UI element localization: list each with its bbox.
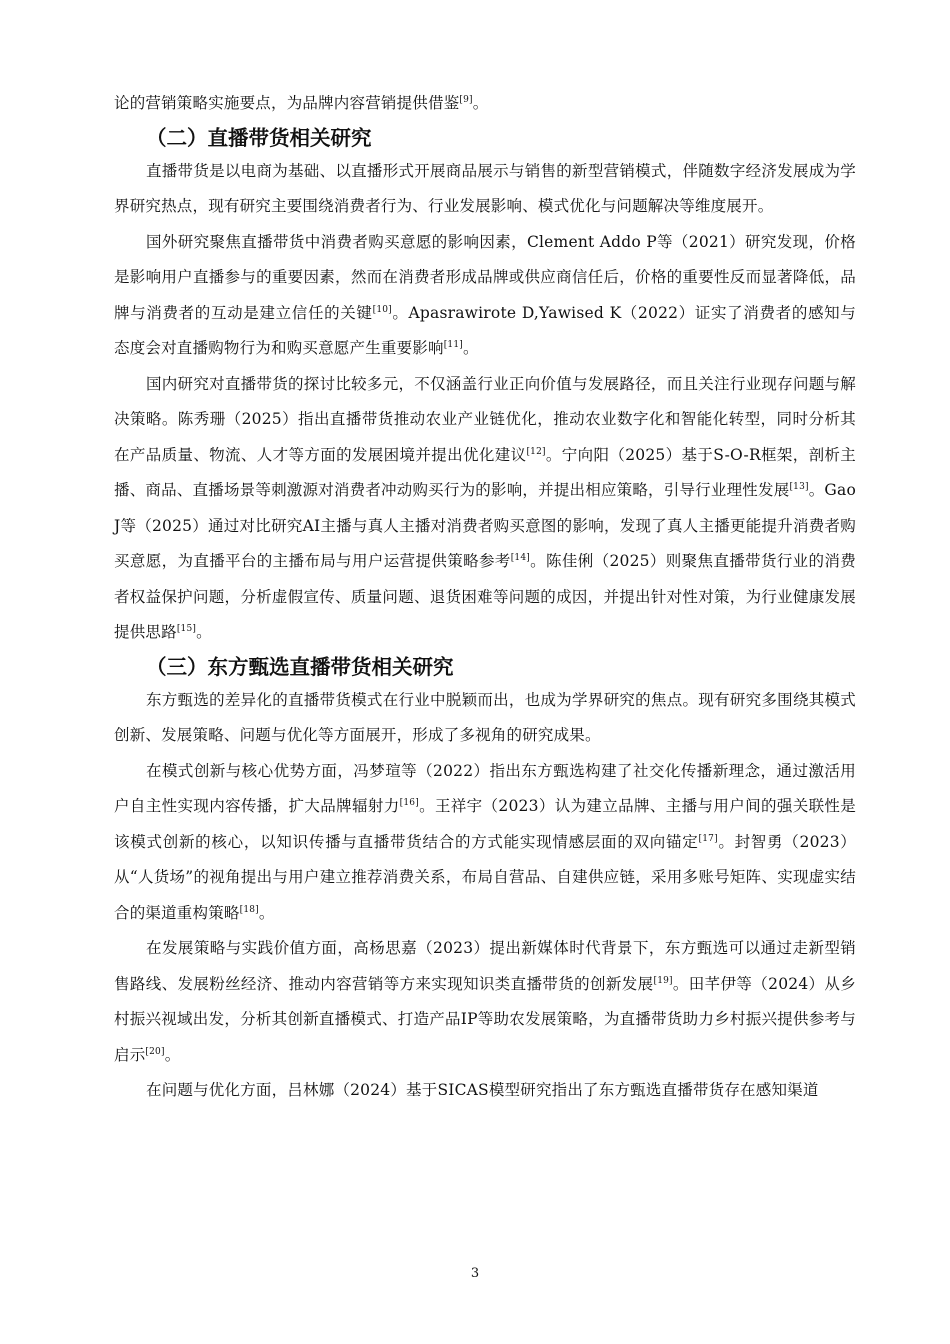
citation: [15] bbox=[176, 624, 197, 634]
section-heading-dongfang-zhenxuan: （三）东方甄选直播带货相关研究 bbox=[146, 654, 454, 679]
citation: [13] bbox=[789, 482, 809, 492]
paragraph: 在问题与优化方面，吕林娜（2024）基于SICAS模型研究指出了东方甄选直播带货存在感知渠道 bbox=[146, 1081, 819, 1099]
citation: [12] bbox=[526, 446, 546, 457]
citation: [14] bbox=[510, 553, 530, 563]
paragraph: 国内研究对直播带货的探讨比较多元，不仅涵盖行业正向价值与发展路径，而且关注行业现存问题与解决策略。陈秀珊（2025）指出直播带货推动农业产业链优化，推动农业数字化和智能化转型，同时分析其在产品质量、物流、人才等方面的发展困境并提出优化建议[12]。宁向阳（2025）基于S-O-R框架，剖析主播、商品、直播场景等刺激源对消费者冲动购买行为的影响，并提出相应策略，引导行业理性发展[13]。Gao J等（2025）通过对比研究AI主播与真人主播对消费者购买意图的影响，发现了真人主播更能提升消费者购买意愿，为直播平台的主播布局与用户运营提供策略参考[14]。陈佳俐（2025）则聚焦直播带货行业的消费者权益保护问题，分析虚假宣传、质量问题、退货困难等问题的成因，并提出针对性对策，为行业健康发展提供思路[15]。 bbox=[114, 374, 857, 641]
section-heading-live-commerce: （二）直播带货相关研究 bbox=[146, 125, 372, 150]
citation: [11] bbox=[443, 340, 463, 350]
citation: [17] bbox=[698, 833, 718, 844]
citation: [20] bbox=[145, 1046, 165, 1057]
page-number: 3 bbox=[470, 1266, 480, 1281]
citation: [16] bbox=[399, 798, 419, 808]
paragraph: 国外研究聚焦直播带货中消费者购买意愿的影响因素，Clement Addo P等（2021）研究发现，价格是影响用户直播参与的重要因素，然而在消费者形成品牌或供应商信任后，价格的重要性反而显著降低，品牌与消费者的互动是建立信任的关键[10]。Apasrawirote D,Yawised K（2022）证实了消费者的感知与态度会对直播购物行为和购买意愿产生重要影响[11]。 bbox=[114, 232, 857, 357]
citation: [19] bbox=[653, 975, 673, 986]
paragraph: 在模式创新与核心优势方面，冯梦瑄等（2022）指出东方甄选构建了社交化传播新理念，通过激活用户自主性实现内容传播，扩大品牌辐射力[16]。王祥宇（2023）认为建立品牌、主播与用户间的强关联性是该模式创新的核心，以知识传播与直播带货结合的方式能实现情感层面的双向锚定[17]。封智勇（2023）从“人货场”的视角提出与用户建立推荐消费关系，布局自营品、自建供应链，采用多账号矩阵、实现虚实结合的渠道重构策略[18]。 bbox=[114, 761, 857, 922]
paragraph: 东方甄选的差异化的直播带货模式在行业中脱颖而出，也成为学界研究的焦点。现有研究多围绕其模式创新、发展策略、问题与优化等方面展开，形成了多视角的研究成果。 bbox=[114, 690, 856, 744]
citation: [18] bbox=[239, 904, 259, 915]
page-content bbox=[114, 86, 856, 1109]
paragraph: 在发展策略与实践价值方面，高杨思嘉（2023）提出新媒体时代背景下，东方甄选可以通过走新型销售路线、发展粉丝经济、推动内容营销等方来实现知识类直播带货的创新发展[19]。田芊伊等（2024）从乡村振兴视域出发，分析其创新直播模式、打造产品IP等助农发展策略，为直播带货助力乡村振兴提供参考与启示[20]。 bbox=[114, 939, 856, 1064]
intro-paragraph: 论的营销策略实施要点，为品牌内容营销提供借鉴[9]。 bbox=[114, 94, 489, 112]
citation: [9] bbox=[459, 95, 473, 105]
citation: [10] bbox=[372, 304, 392, 315]
paragraph: 直播带货是以电商为基础、以直播形式开展商品展示与销售的新型营销模式，伴随数字经济发展成为学界研究热点，现有研究主要围绕消费者行为、行业发展影响、模式优化与问题解决等维度展开。 bbox=[114, 161, 856, 215]
